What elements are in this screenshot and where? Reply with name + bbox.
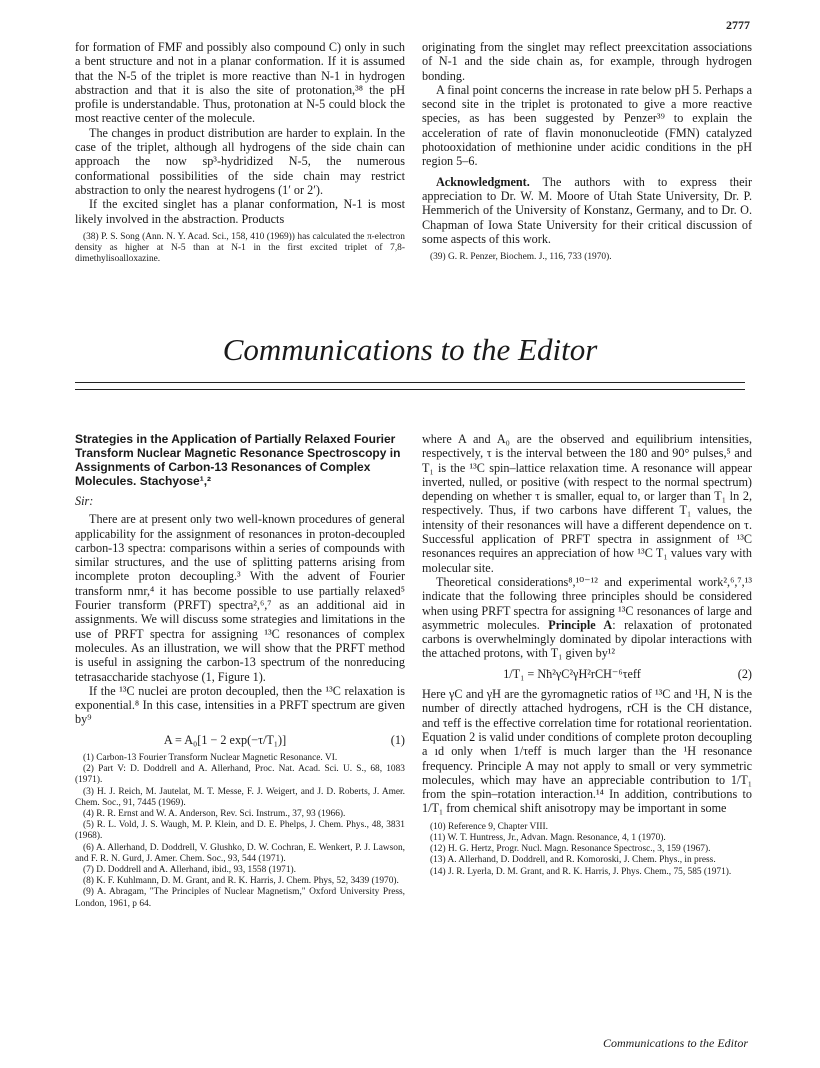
body-paragraph: There are at present only two well-known procedures of general applicability for the assignment of resonances in proton-decoupled carbon-13 spectra: comparisons within a series of compounds with similar structures, and the use of splitting patterns arising from incomplete proton decoupling.³ With the advent of Fourier transform nmr,⁴ it has become possible to use partially relaxed⁵ Fourier transform (PRFT) spectra²,⁶,⁷ as an additional aid in assignments. We will discuss some strategies and limitations in the use of PRFT spectra for assigning ¹³C resonances of complex molecules. As an illustration, we will show that the PRFT method is useful in assigning the carbon-13 spectrum of the nonreducing tetrasaccharide stachyose (1, Figure 1). (75, 512, 405, 684)
footnote: (11) W. T. Huntress, Jr., Advan. Magn. Resonance, 4, 1 (1970). (430, 832, 666, 843)
footnote: (3) H. J. Reich, M. Jautelat, M. T. Messe, F. J. Weigert, and J. D. Roberts, J. Amer. Chem. Soc., 91, 7445 (1969). (75, 786, 405, 808)
body-paragraph: originating from the singlet may reflect preexcitation associations of N-1 and the side chain as, for example, through hydrogen bonding. (422, 40, 752, 83)
equation-expression: A = A₀[1 − 2 exp(−τ/T₁)] (163, 732, 287, 747)
footnote: (6) A. Allerhand, D. Doddrell, V. Glushko, D. W. Cochran, E. Wenkert, P. J. Lawson, and F. R. N. Gurd, J. Amer. Chem. Soc., 93, 544 (1971). (75, 842, 405, 864)
footnote: (13) A. Allerhand, D. Doddrell, and R. Komoroski, J. Chem. Phys., in press. (430, 855, 716, 866)
acknowledgment (422, 175, 752, 246)
equation-2 (422, 667, 752, 681)
body-paragraph: If the ¹³C nuclei are proton decoupled, then the ¹³C relaxation is exponential.⁸ In this case, intensities in a PRFT spectrum are given by⁹ (75, 683, 405, 727)
footer-journal-section: Communications to the Editor (603, 1036, 748, 1050)
body-paragraph: Here γC and γH are the gyromagnetic ratios of ¹³C and ¹H, N is the number of directly attached hydrogens, rCH is the CH distance, and τeff is the effective correlation time for rotational reorientation. Equation 2 is valid under conditions of complete proton decoupling a ıd only when 1/τeff is much larger than the ¹H resonance frequency. Principle A may not apply to small or very symmetric molecules, which may have an appreciable contribution to 1/T₁ from the spin–rotation interaction.¹⁴ In addition, contributions to 1/T₁ from chemical shift anisotropy may be important in some (422, 687, 752, 816)
section-divider (75, 382, 745, 383)
article-right-column (422, 432, 752, 878)
body-paragraph: If the excited singlet has a planar conformation, N-1 is most likely involved in the abstraction. Products (75, 197, 405, 226)
equation-1 (75, 733, 405, 747)
footnote: (39) G. R. Penzer, Biochem. J., 116, 733 (1970). (430, 252, 612, 263)
equation-number: (2) (737, 666, 752, 681)
footnote: (8) K. F. Kuhlmann, D. M. Grant, and R. K. Harris, J. Chem. Phys, 52, 3439 (1970). (83, 876, 399, 887)
footnote: (14) J. R. Lyerla, D. M. Grant, and R. K. Harris, J. Phys. Chem., 75, 585 (1971). (430, 866, 732, 877)
paragraph-text: : relaxation of protonated carbons is overwhelmingly dominated by dipolar interactions with the attached protons, with T₁ given by¹² (422, 617, 752, 661)
section-title: Communications to the Editor (222, 332, 598, 367)
body-paragraph: where A and A₀ are the observed and equilibrium intensities, respectively, τ is the interval between the 180 and 90° pulses,⁵ and T₁ is the ¹³C spin–lattice relaxation time. A resonance will appear inverted, nulled, or positive (with respect to the normal spectrum) depending on whether τ is smaller, equal to, or larger than T₁ ln 2, respectively. Thus, if two carbons have different T₁ values, the intensity of their resonances will have a different dependence on τ. Successful application of PRFT spectra in assignment of ¹³C resonances requires an appreciation of how ¹³C T₁ values vary with molecular site. (422, 432, 752, 575)
equation-expression: 1/T₁ = Nħ²γC²γH²rCH⁻⁶τeff (503, 666, 641, 681)
equation-number: (1) (390, 732, 405, 747)
principle-a-label: Principle A (548, 617, 613, 632)
body-paragraph: for formation of FMF and possibly also compound C) only in such a bent structure and not in a planar conformation. If it is assumed that the N-5 of the triplet is more reactive than N-1 in hydrogen abstraction and that it is also the site of protonation,³⁸ the pH profile is understandable. Thus, protonation at N-5 could block the most reactive center of the molecule. (75, 40, 405, 126)
footnote: (5) R. L. Vold, J. S. Waugh, M. P. Klein, and D. E. Phelps, J. Chem. Phys., 48, 3831 (1968). (75, 820, 405, 842)
body-paragraph (422, 575, 752, 661)
footnote: (4) R. R. Ernst and W. A. Anderson, Rev. Sci. Instrum., 37, 93 (1966). (83, 809, 346, 820)
acknowledgment-heading: Acknowledgment. (436, 174, 530, 189)
top-left-column (75, 40, 405, 265)
article-title: Strategies in the Application of Partially Relaxed Fourier Transform Nuclear Magnetic Resonance Spectroscopy in Assignments of Carbon-13 Resonances of Complex Molecules. Stachyose¹,² (75, 432, 401, 488)
footnote: (38) P. S. Song (Ann. N. Y. Acad. Sci., 158, 410 (1969)) has calculated the π-electron density as higher at N-5 than at N-1 in the first excited triplet of 7,8-dimethylisoalloxazine. (75, 231, 405, 265)
acknowledgment-text: The authors with to express their appreciation to Dr. W. M. Moore of Utah State University, Dr. P. Hemmerich of the University of Konstanz, Germany, and to Dr. O. Chapman of Iowa State University for their critical discussion of some aspects of this work. (422, 174, 752, 246)
salutation: Sir: (75, 494, 94, 508)
body-paragraph: A final point concerns the increase in rate below pH 5. Perhaps a second site in the triplet is protonated to give a more reactive species, as has been suggested by Penzer³⁹ to explain the acceleration of rate of flavin mononucleotide (FMN) catalyzed photooxidation of methionine under acidic conditions in the pH region 5–6. (422, 82, 752, 169)
section-divider (75, 389, 745, 390)
footnote: (9) A. Abragam, "The Principles of Nuclear Magnetism," Oxford University Press, London, 1961, p 64. (75, 887, 405, 909)
page-number: 2777 (726, 18, 750, 32)
body-paragraph: The changes in product distribution are harder to explain. In the case of the triplet, although all hydrogens of the side chain can approach the now sp³-hydridized N-5, the numerous conformational possibilities of the side chain may restrict abstraction to only the nearest hydrogens (1′ or 2′). (75, 125, 405, 197)
footnote: (1) Carbon-13 Fourier Transform Nuclear Magnetic Resonance. VI. (83, 753, 338, 764)
top-right-column (422, 40, 752, 263)
article-left-column (75, 432, 405, 910)
footnote: (7) D. Doddrell and A. Allerhand, ibid., 93, 1558 (1971). (83, 865, 296, 876)
footnote: (10) Reference 9, Chapter VIII. (430, 821, 549, 832)
footnote: (2) Part V: D. Doddrell and A. Allerhand, Proc. Nat. Acad. Sci. U. S., 68, 1083 (1971). (75, 764, 405, 786)
footnote: (12) H. G. Hertz, Progr. Nucl. Magn. Resonance Spectrosc., 3, 159 (1967). (430, 844, 711, 855)
paragraph-text: Theoretical considerations⁸,¹⁰⁻¹² and experimental work²,⁶,⁷,¹³ indicate that the following three principles should be considered when using PRFT spectra for assigning ¹³C resonances of large and asymmetric molecules. (422, 574, 752, 632)
